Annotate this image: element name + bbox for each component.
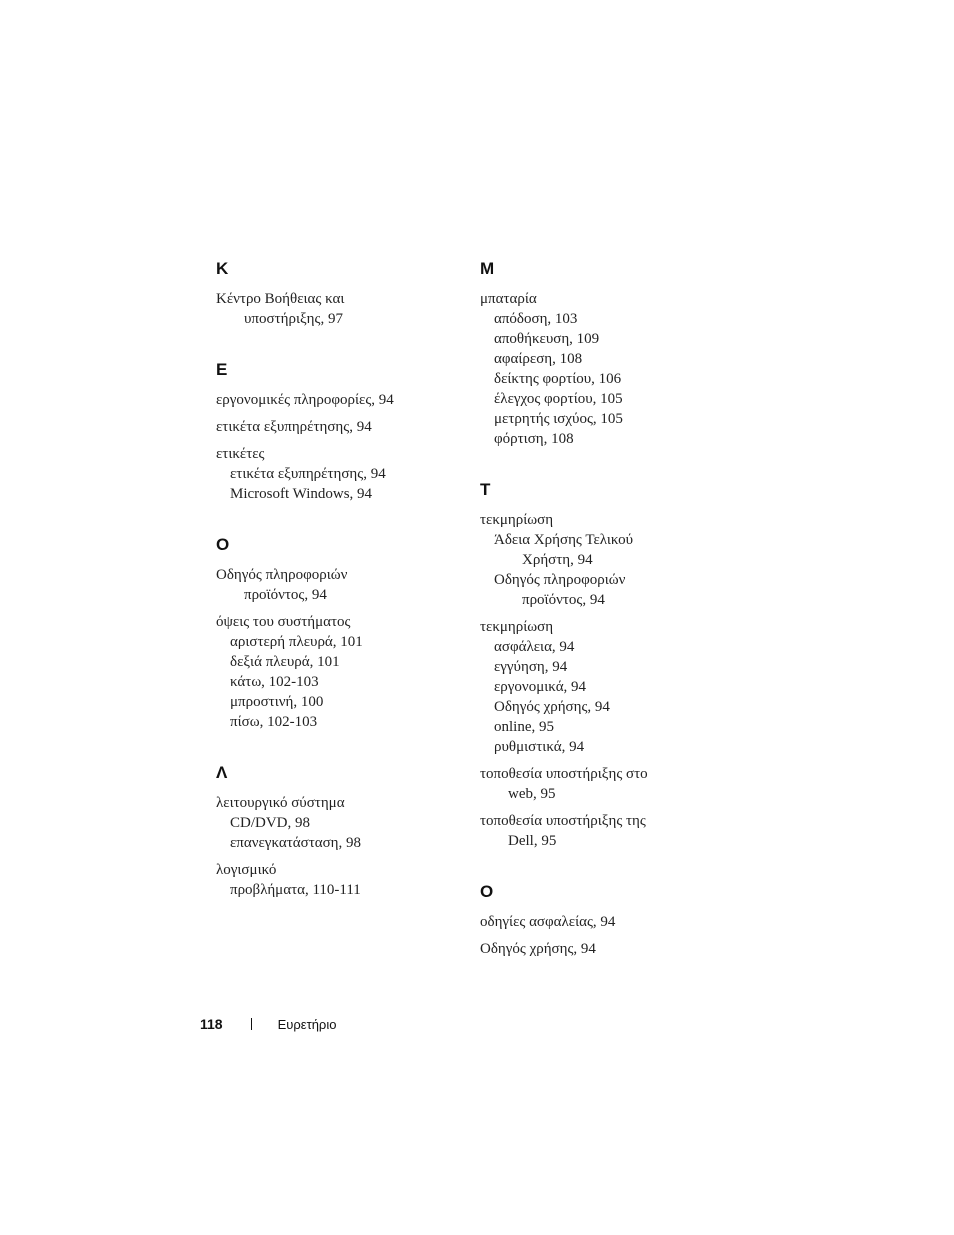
- index-entry: [216, 289, 456, 329]
- index-entry-text: ετικέτες: [216, 446, 265, 462]
- index-subentry-text: Άδεια Χρήσης Τελικού: [494, 532, 634, 548]
- index-section: [216, 760, 456, 900]
- index-subentry-text: ρυθμιστικά, 94: [494, 739, 585, 755]
- index-subentry-text: ετικέτα εξυπηρέτησης, 94: [230, 466, 386, 482]
- index-entry: [480, 811, 720, 851]
- index-subentry-text: έλεγχος φορτίου, 105: [494, 391, 623, 407]
- index-entry: [480, 289, 720, 449]
- index-subentry-text: μετρητής ισχύος, 105: [494, 411, 623, 427]
- index-entry-text: web, 95: [508, 786, 556, 802]
- index-column-right: [480, 256, 720, 959]
- index-entry: [216, 390, 456, 410]
- index-entry-text: υποστήριξης, 97: [244, 311, 343, 327]
- index-entry: [480, 764, 720, 804]
- index-subentry-text: αποθήκευση, 109: [494, 331, 600, 347]
- index-entry: [216, 417, 456, 437]
- index-entry: [216, 444, 456, 504]
- footer-separator: [251, 1018, 252, 1030]
- index-column-left: [216, 256, 456, 900]
- index-section: [480, 879, 720, 959]
- index-entry-text: τοποθεσία υποστήριξης στο: [480, 766, 648, 782]
- index-subentry-text: Οδηγός χρήσης, 94: [494, 699, 610, 715]
- index-subentry-text: κάτω, 102-103: [230, 674, 319, 690]
- index-subentry-text: επανεγκατάσταση, 98: [230, 835, 362, 851]
- index-entry: [216, 612, 456, 732]
- index-subentry-text: CD/DVD, 98: [230, 815, 311, 831]
- index-entry-text: Κέντρο Βοήθειας και: [216, 291, 345, 307]
- index-subentry-text: πίσω, 102-103: [230, 714, 318, 730]
- section-letter: O: [216, 535, 230, 554]
- index-entry-text: λογισμικό: [216, 862, 277, 878]
- footer-section-title: Ευρετήριο: [277, 1017, 337, 1032]
- section-letter: Λ: [216, 763, 228, 782]
- index-entry-text: τεκμηρίωση: [480, 619, 554, 635]
- index-entry-text: μπαταρία: [480, 291, 537, 307]
- index-entry-text: Οδηγός χρήσης, 94: [480, 941, 596, 957]
- index-subentry-text: εργονομικά, 94: [494, 679, 587, 695]
- section-letter: E: [216, 360, 228, 379]
- index-section: [216, 357, 456, 504]
- index-section: [216, 256, 456, 329]
- index-section: [480, 477, 720, 851]
- index-entry-text: Οδηγός πληροφοριών: [216, 567, 348, 583]
- index-entry: [480, 939, 720, 959]
- index-subentry-text: online, 95: [494, 719, 554, 735]
- index-subentry-text: αριστερή πλευρά, 101: [230, 634, 363, 650]
- index-section: [480, 256, 720, 449]
- index-entry-text: τεκμηρίωση: [480, 512, 554, 528]
- page-number: 118: [200, 1016, 223, 1032]
- index-entry: [216, 793, 456, 853]
- index-section: [216, 532, 456, 732]
- index-entry: [480, 912, 720, 932]
- index-subentry-text: προϊόντος, 94: [522, 592, 605, 608]
- section-letter: M: [480, 259, 495, 278]
- index-subentry-text: δεξιά πλευρά, 101: [230, 654, 340, 670]
- index-entry: [216, 565, 456, 605]
- index-entry-text: Dell, 95: [508, 833, 557, 849]
- index-entry-text: όψεις του συστήματος: [216, 614, 351, 630]
- index-subentry-text: Microsoft Windows, 94: [230, 486, 373, 502]
- index-subentry-text: ασφάλεια, 94: [494, 639, 575, 655]
- index-entry: [480, 617, 720, 757]
- section-letter: T: [480, 480, 491, 499]
- index-entry-text: λειτουργικό σύστημα: [216, 795, 345, 811]
- index-entry-text: τοποθεσία υποστήριξης της: [480, 813, 646, 829]
- index-subentry-text: δείκτης φορτίου, 106: [494, 371, 622, 387]
- page-footer: [200, 1014, 336, 1034]
- index-subentry-text: μπροστινή, 100: [230, 694, 324, 710]
- index-entry-text: εργονομικές πληροφορίες, 94: [216, 392, 394, 408]
- section-letter: K: [216, 259, 229, 278]
- index-entry-text: προϊόντος, 94: [244, 587, 327, 603]
- index-entry-text: ετικέτα εξυπηρέτησης, 94: [216, 419, 372, 435]
- section-letter: O: [480, 882, 494, 901]
- index-subentry-text: Οδηγός πληροφοριών: [494, 572, 626, 588]
- index-entry-text: οδηγίες ασφαλείας, 94: [480, 914, 616, 930]
- index-entry: [216, 860, 456, 900]
- index-subentry-text: φόρτιση, 108: [494, 431, 574, 447]
- index-subentry-text: αφαίρεση, 108: [494, 351, 583, 367]
- index-subentry-text: Χρήστη, 94: [522, 552, 593, 568]
- index-subentry-text: προβλήματα, 110-111: [230, 882, 361, 898]
- index-subentry-text: απόδοση, 103: [494, 311, 578, 327]
- index-subentry-text: εγγύηση, 94: [494, 659, 568, 675]
- index-entry: [480, 510, 720, 610]
